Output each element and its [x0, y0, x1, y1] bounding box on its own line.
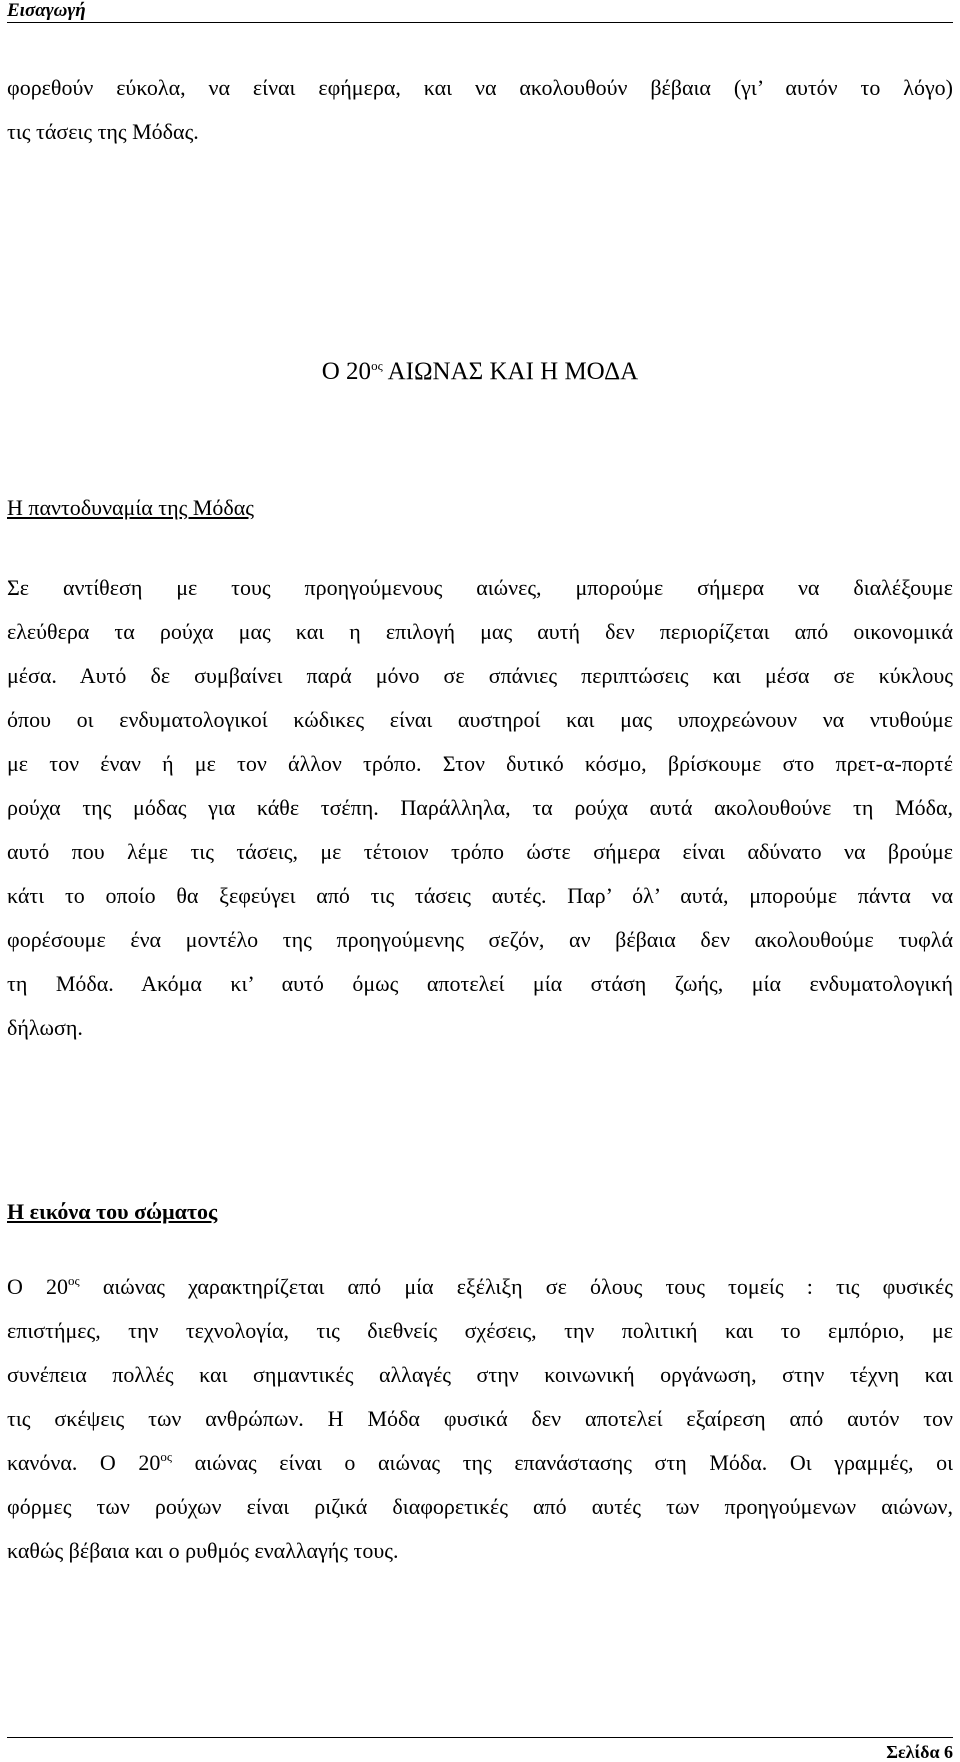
chapter-title-rest: ΑΙΩΝΑΣ ΚΑΙ Η ΜΟΔΑ	[382, 358, 639, 385]
chapter-title-prefix: Ο 20	[321, 358, 372, 385]
section-heading-omnipotence: Η παντοδυναμία της Μόδας	[7, 495, 255, 520]
text-fragment: αιώνας είναι ο αιώνας της επανάστασης στη Μόδα. Οι γραμμές, οι	[172, 1450, 953, 1475]
text-fragment: αιώνας χαρακτηρίζεται από μία εξέλιξη σε όλους τους τομείς : τις φυσικές	[79, 1274, 954, 1299]
running-header-text: Εισαγωγή	[7, 0, 86, 21]
text-line: ρούχα της μόδας για κάθε τσέπη. Παράλληλα, τα ρούχα αυτά ακολουθούνε τη Μόδα,	[7, 795, 953, 820]
chapter-title-superscript: ος	[371, 358, 383, 373]
text-line: φόρμες των ρούχων είναι ριζικά διαφορετικές από αυτές των προηγούμενων αιώνων,	[7, 1494, 953, 1519]
text-line: κάτι το οποίο θα ξεφεύγει από τις τάσεις αυτές. Παρ’ όλ’ αυτά, μπορούμε πάντα να	[7, 883, 953, 908]
text-line: καθώς βέβαια και ο ρυθμός εναλλαγής τους.	[7, 1538, 399, 1563]
text-line: όπου οι ενδυματολογικοί κώδικες είναι αυστηροί και μας υποχρεώνουν να ντυθούμε	[7, 707, 953, 732]
text-line: συνέπεια πολλές και σημαντικές αλλαγές στην κοινωνική οργάνωση, στην τέχνη και	[7, 1362, 953, 1387]
intro-paragraph	[7, 66, 953, 154]
text-line: τις τάσεις της Μόδας.	[7, 119, 199, 144]
text-line	[7, 1265, 953, 1309]
section1-paragraph	[7, 566, 953, 1050]
text-line: δήλωση.	[7, 1015, 83, 1040]
section-heading-body-image: Η εικόνα του σώματος	[7, 1199, 218, 1224]
page-header	[7, 0, 953, 23]
text-line: αυτό που λέμε τις τάσεις, με τέτοιον τρόπο ώστε σήμερα είναι αδύνατο να βρούμε	[7, 839, 953, 864]
text-line: φορεθούν εύκολα, να είναι εφήμερα, και να ακολουθούν βέβαια (γι’ αυτόν το λόγο)	[7, 75, 953, 100]
text-line: ελεύθερα τα ρούχα μας και η επιλογή μας αυτή δεν περιορίζεται από οικονομικά	[7, 619, 953, 644]
superscript: ος	[68, 1273, 80, 1288]
text-line: Σε αντίθεση με τους προηγούμενους αιώνες, μπορούμε σήμερα να διαλέξουμε	[7, 575, 953, 600]
text-fragment: Ο 20	[7, 1274, 69, 1299]
page-footer	[7, 1737, 953, 1762]
page-number: Σελίδα 6	[886, 1742, 953, 1762]
text-line: επιστήμες, την τεχνολογία, τις διεθνείς σχέσεις, την πολιτική και το εμπόριο, με	[7, 1318, 953, 1343]
text-line	[7, 1441, 953, 1485]
text-line: μέσα. Αυτό δε συμβαίνει παρά μόνο σε σπάνιες περιπτώσεις και μέσα σε κύκλους	[7, 663, 953, 688]
chapter-title	[0, 352, 960, 392]
text-line: φορέσουμε ένα μοντέλο της προηγούμενης σεζόν, αν βέβαια δεν ακολουθούμε τυφλά	[7, 927, 953, 952]
section2-paragraph	[7, 1265, 953, 1573]
text-fragment: κανόνα. Ο 20	[7, 1450, 161, 1475]
text-line: τις σκέψεις των ανθρώπων. Η Μόδα φυσικά δεν αποτελεί εξαίρεση από αυτόν τον	[7, 1406, 953, 1431]
superscript: ος	[160, 1449, 173, 1464]
text-line: τη Μόδα. Ακόμα κι’ αυτό όμως αποτελεί μία στάση ζωής, μία ενδυματολογική	[7, 971, 953, 996]
text-line: με τον έναν ή με τον άλλον τρόπο. Στον δυτικό κόσμο, βρίσκουμε στο πρετ-α-πορτέ	[7, 751, 953, 776]
